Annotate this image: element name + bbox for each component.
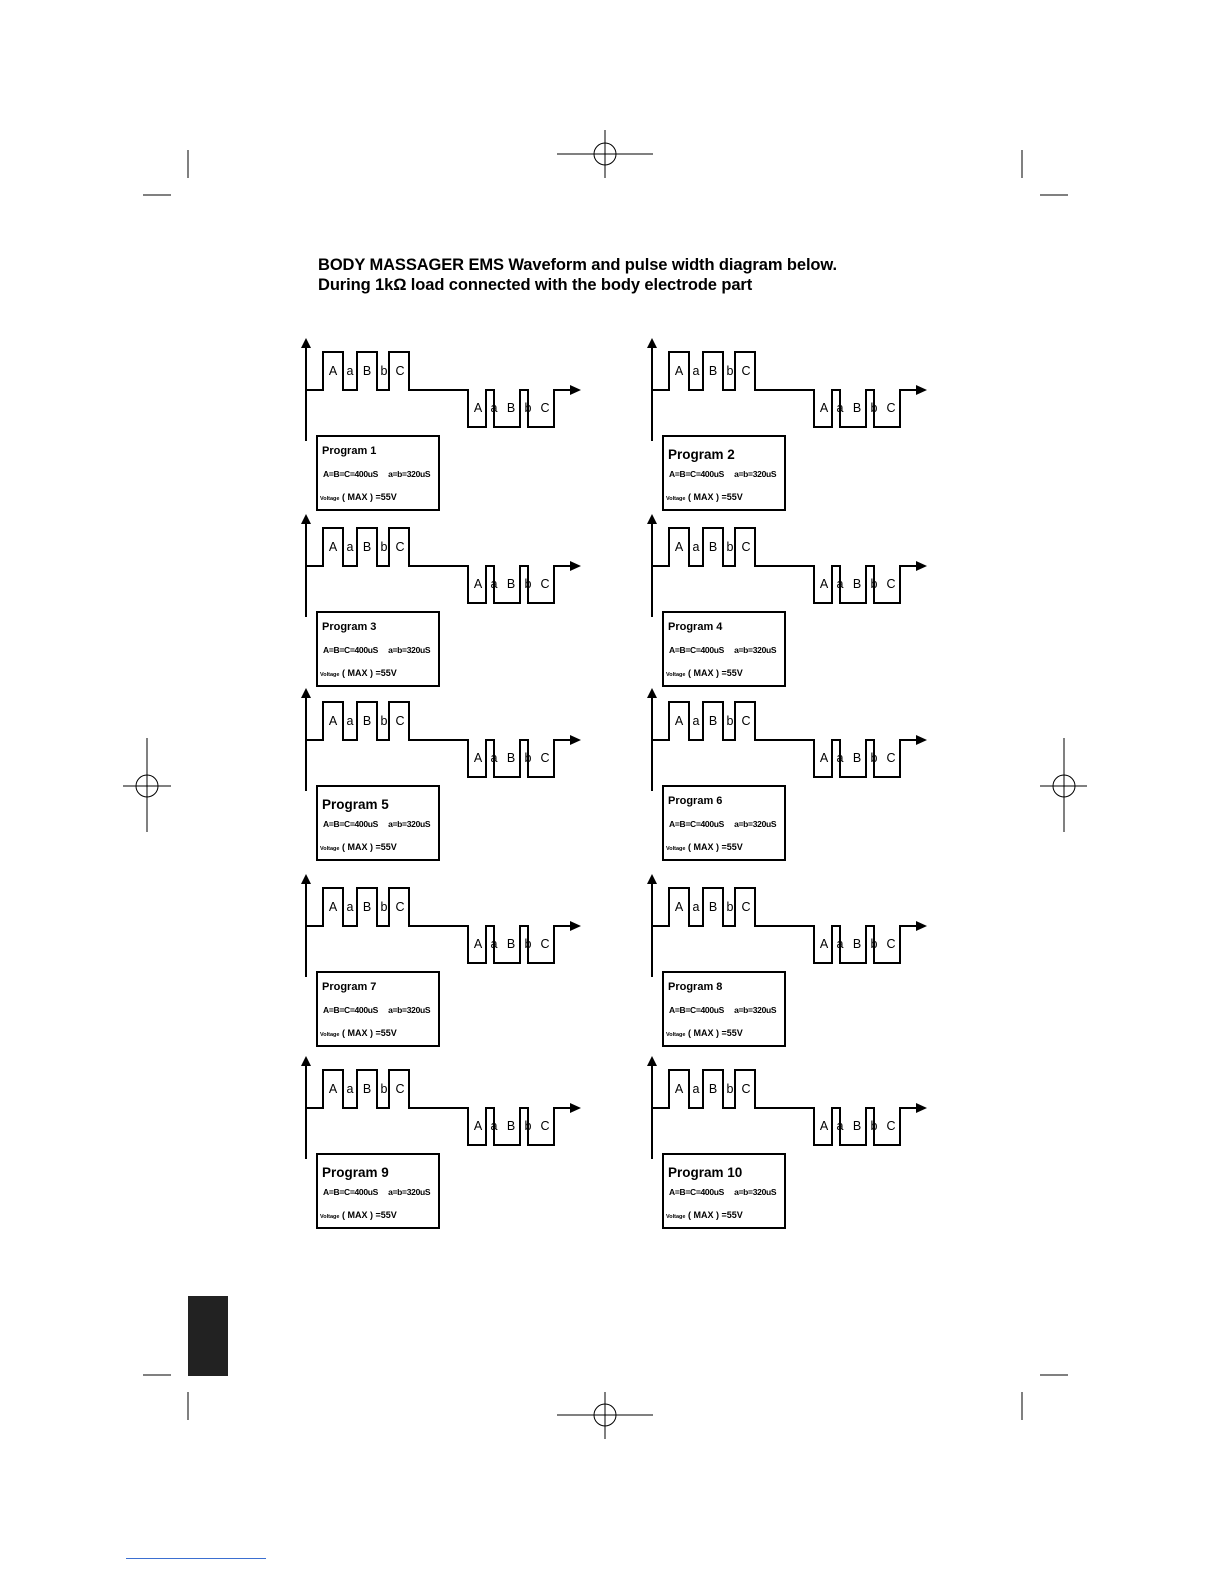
voltage-label: Voltage xyxy=(320,1214,340,1220)
program-name: Program 3 xyxy=(322,621,377,633)
abc-width: A=B=C=400uS xyxy=(323,469,379,479)
ab-width: a=b=320uS xyxy=(734,469,777,479)
pulse-label: b xyxy=(870,1119,878,1133)
pulse-label: B xyxy=(506,577,516,591)
ab-width: a=b=320uS xyxy=(388,469,431,479)
pulse-label: A xyxy=(328,1082,338,1096)
pulse-label: a xyxy=(692,714,700,728)
abc-width: A=B=C=400uS xyxy=(323,1187,379,1197)
pulse-label: B xyxy=(362,900,372,914)
voltage-value: ( MAX ) =55V xyxy=(339,1028,397,1038)
pulse-label: B xyxy=(506,1119,516,1133)
pulse-label: B xyxy=(362,540,372,554)
pulse-label: a xyxy=(836,577,844,591)
pulse-label: a xyxy=(836,937,844,951)
pulse-label: B xyxy=(852,937,862,951)
pulse-label: C xyxy=(395,714,405,728)
pulse-label: C xyxy=(540,577,550,591)
pulse-label: a xyxy=(346,1082,354,1096)
pulse-label: a xyxy=(836,751,844,765)
pulse-label: C xyxy=(741,900,751,914)
pulse-label: C xyxy=(540,401,550,415)
pulse-label: b xyxy=(726,364,734,378)
pulse-label: a xyxy=(346,540,354,554)
pulse-label: b xyxy=(870,577,878,591)
ab-width: a=b=320uS xyxy=(388,1187,431,1197)
voltage-label: Voltage xyxy=(320,672,340,678)
program-name: Program 8 xyxy=(668,981,723,993)
pulse-label: b xyxy=(380,540,388,554)
abc-width: A=B=C=400uS xyxy=(669,1005,725,1015)
program-name: Program 2 xyxy=(668,447,735,462)
pulse-label: B xyxy=(506,401,516,415)
pulse-label: A xyxy=(819,751,829,765)
pulse-label: B xyxy=(506,751,516,765)
pulse-label: C xyxy=(886,751,896,765)
pulse-label: a xyxy=(836,1119,844,1133)
program-name: Program 4 xyxy=(668,621,723,633)
pulse-label: A xyxy=(819,937,829,951)
pulse-label: B xyxy=(708,1082,718,1096)
program-name: Program 5 xyxy=(322,797,389,812)
voltage-value: ( MAX ) =55V xyxy=(339,1210,397,1220)
pulse-label: B xyxy=(362,714,372,728)
pulse-label: B xyxy=(708,900,718,914)
ab-width: a=b=320uS xyxy=(388,819,431,829)
voltage-label: Voltage xyxy=(666,1214,686,1220)
pulse-label: a xyxy=(692,364,700,378)
voltage-value: ( MAX ) =55V xyxy=(685,492,743,502)
pulse-label: b xyxy=(726,1082,734,1096)
voltage-value: ( MAX ) =55V xyxy=(685,1028,743,1038)
pulse-label: b xyxy=(524,577,532,591)
pulse-label: b xyxy=(726,540,734,554)
pulse-label: A xyxy=(328,364,338,378)
pulse-label: C xyxy=(741,540,751,554)
diagram-subtitle: During 1kΩ load connected with the body electrode part xyxy=(318,276,753,294)
abc-width: A=B=C=400uS xyxy=(669,645,725,655)
program-name: Program 7 xyxy=(322,981,377,993)
pulse-label: b xyxy=(524,751,532,765)
pulse-label: C xyxy=(886,577,896,591)
pulse-label: C xyxy=(540,751,550,765)
ab-width: a=b=320uS xyxy=(734,645,777,655)
pulse-label: B xyxy=(852,751,862,765)
voltage-label: Voltage xyxy=(320,1032,340,1038)
pulse-label: b xyxy=(524,937,532,951)
pulse-label: b xyxy=(380,900,388,914)
abc-width: A=B=C=400uS xyxy=(669,819,725,829)
pulse-label: a xyxy=(490,937,498,951)
voltage-value: ( MAX ) =55V xyxy=(339,842,397,852)
pulse-label: A xyxy=(674,714,684,728)
diagram-title: BODY MASSAGER EMS Waveform and pulse width diagram below. xyxy=(318,256,838,274)
pulse-label: A xyxy=(328,540,338,554)
program-name: Program 1 xyxy=(322,445,377,457)
pulse-label: a xyxy=(692,540,700,554)
pulse-label: B xyxy=(852,401,862,415)
pulse-label: a xyxy=(346,714,354,728)
pulse-label: C xyxy=(886,401,896,415)
pulse-label: A xyxy=(473,577,483,591)
page-edge-tab xyxy=(188,1296,228,1376)
pulse-label: a xyxy=(490,577,498,591)
pulse-label: C xyxy=(395,1082,405,1096)
pulse-label: A xyxy=(674,1082,684,1096)
voltage-value: ( MAX ) =55V xyxy=(685,668,743,678)
voltage-label: Voltage xyxy=(666,496,686,502)
pulse-label: a xyxy=(490,1119,498,1133)
pulse-label: A xyxy=(674,900,684,914)
pulse-label: a xyxy=(836,401,844,415)
ab-width: a=b=320uS xyxy=(734,1005,777,1015)
pulse-label: B xyxy=(708,364,718,378)
pulse-label: C xyxy=(886,1119,896,1133)
pulse-label: b xyxy=(524,401,532,415)
pulse-label: A xyxy=(473,401,483,415)
pulse-label: C xyxy=(886,937,896,951)
pulse-label: C xyxy=(395,364,405,378)
abc-width: A=B=C=400uS xyxy=(669,469,725,479)
abc-width: A=B=C=400uS xyxy=(323,1005,379,1015)
pulse-label: C xyxy=(741,714,751,728)
voltage-value: ( MAX ) =55V xyxy=(685,1210,743,1220)
pulse-label: a xyxy=(346,364,354,378)
voltage-label: Voltage xyxy=(320,496,340,502)
ab-width: a=b=320uS xyxy=(734,819,777,829)
pulse-label: C xyxy=(741,364,751,378)
abc-width: A=B=C=400uS xyxy=(669,1187,725,1197)
abc-width: A=B=C=400uS xyxy=(323,645,379,655)
footer-line xyxy=(126,1558,266,1559)
pulse-label: A xyxy=(819,401,829,415)
pulse-label: b xyxy=(870,937,878,951)
pulse-label: C xyxy=(741,1082,751,1096)
pulse-label: a xyxy=(490,401,498,415)
pulse-label: a xyxy=(692,1082,700,1096)
pulse-label: A xyxy=(674,364,684,378)
pulse-label: b xyxy=(380,1082,388,1096)
pulse-label: b xyxy=(380,364,388,378)
voltage-label: Voltage xyxy=(320,846,340,852)
pulse-label: B xyxy=(362,364,372,378)
ab-width: a=b=320uS xyxy=(734,1187,777,1197)
voltage-value: ( MAX ) =55V xyxy=(339,492,397,502)
pulse-label: b xyxy=(870,401,878,415)
pulse-label: A xyxy=(819,577,829,591)
pulse-label: a xyxy=(346,900,354,914)
pulse-label: A xyxy=(473,1119,483,1133)
program-name: Program 9 xyxy=(322,1165,389,1180)
ab-width: a=b=320uS xyxy=(388,1005,431,1015)
pulse-label: b xyxy=(726,714,734,728)
pulse-label: A xyxy=(328,900,338,914)
program-name: Program 10 xyxy=(668,1165,743,1180)
pulse-label: C xyxy=(540,937,550,951)
program-name: Program 6 xyxy=(668,795,723,807)
pulse-label: b xyxy=(726,900,734,914)
pulse-label: A xyxy=(328,714,338,728)
pulse-label: a xyxy=(490,751,498,765)
pulse-label: b xyxy=(524,1119,532,1133)
pulse-label: b xyxy=(380,714,388,728)
pulse-label: a xyxy=(692,900,700,914)
voltage-label: Voltage xyxy=(666,846,686,852)
pulse-label: A xyxy=(473,937,483,951)
pulse-label: B xyxy=(506,937,516,951)
ab-width: a=b=320uS xyxy=(388,645,431,655)
pulse-label: C xyxy=(395,540,405,554)
abc-width: A=B=C=400uS xyxy=(323,819,379,829)
pulse-label: C xyxy=(540,1119,550,1133)
pulse-label: C xyxy=(395,900,405,914)
voltage-value: ( MAX ) =55V xyxy=(339,668,397,678)
voltage-value: ( MAX ) =55V xyxy=(685,842,743,852)
pulse-label: B xyxy=(708,714,718,728)
pulse-label: A xyxy=(473,751,483,765)
voltage-label: Voltage xyxy=(666,672,686,678)
pulse-label: A xyxy=(674,540,684,554)
pulse-label: B xyxy=(852,1119,862,1133)
pulse-label: A xyxy=(819,1119,829,1133)
pulse-label: B xyxy=(708,540,718,554)
pulse-label: b xyxy=(870,751,878,765)
pulse-label: B xyxy=(852,577,862,591)
voltage-label: Voltage xyxy=(666,1032,686,1038)
pulse-label: B xyxy=(362,1082,372,1096)
